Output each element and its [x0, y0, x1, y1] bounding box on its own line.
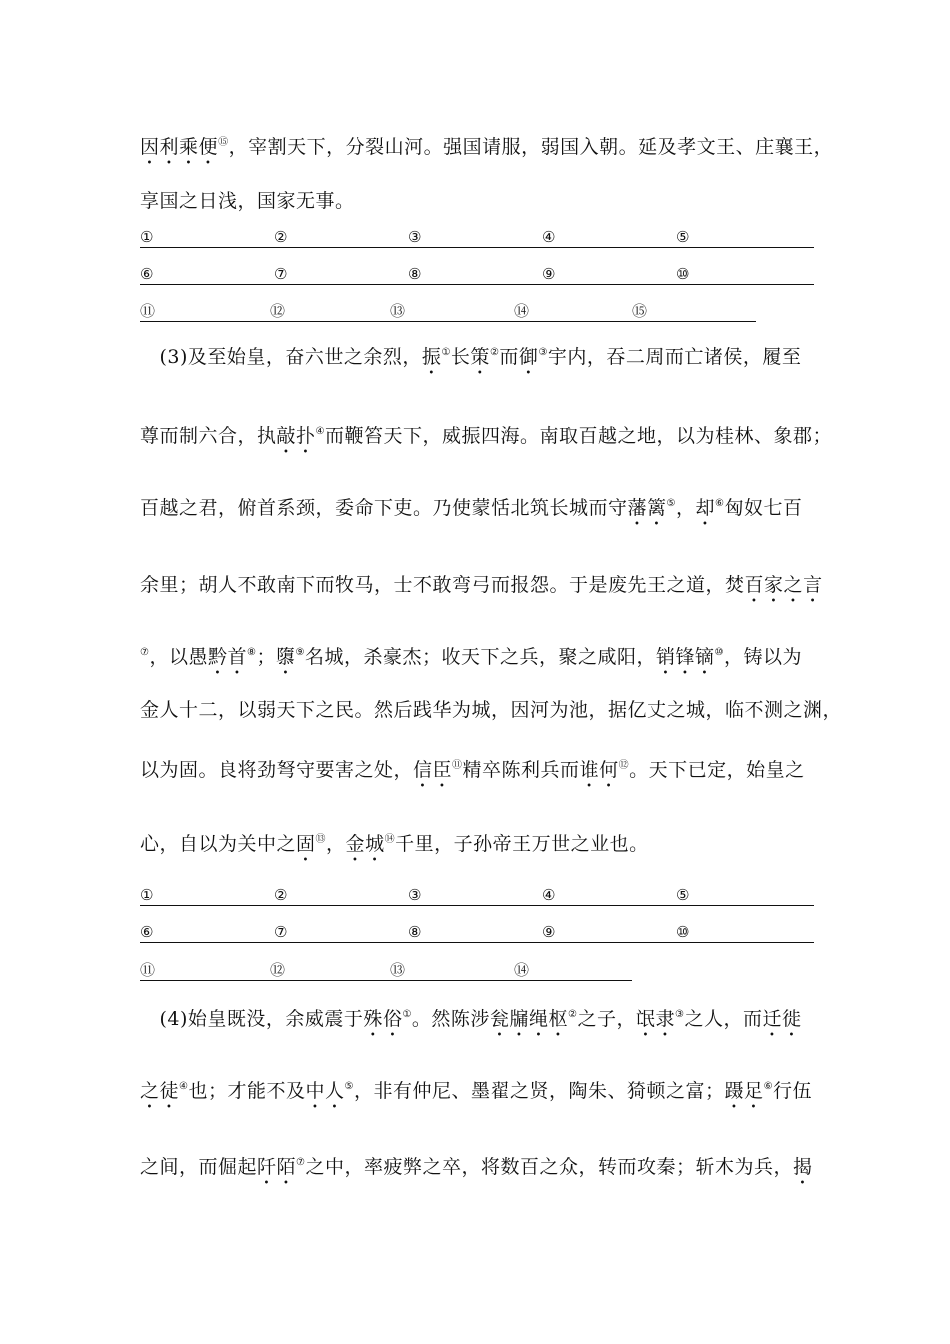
blank-number: ⑧	[408, 923, 422, 941]
annotated-word: 乘	[179, 136, 199, 158]
annotated-word: 振	[421, 346, 442, 368]
footnote-marker: ②	[489, 347, 500, 358]
annotated-word: 便	[198, 136, 219, 158]
blank-number: ⑩	[676, 265, 690, 283]
blank-number: ④	[542, 886, 556, 904]
annotated-word: 足	[744, 1080, 764, 1102]
annotated-word: 首	[227, 646, 248, 668]
blank-number: ⑦	[274, 265, 288, 283]
text-line	[140, 697, 843, 723]
blank-number: ③	[408, 228, 422, 246]
text-segment: 尊而制六合，执	[140, 425, 277, 447]
annotated-word: 扑	[296, 425, 316, 447]
blank-number: ⑮	[632, 302, 648, 320]
answer-blank[interactable]	[676, 921, 814, 943]
answer-blank[interactable]	[390, 959, 514, 981]
annotated-word: 藩	[627, 497, 648, 519]
blank-number: ②	[274, 886, 288, 904]
answer-blank[interactable]	[408, 921, 542, 943]
annotated-word: 陌	[276, 1156, 297, 1178]
blank-number: ⑤	[676, 886, 690, 904]
annotated-word: 枢	[548, 1008, 568, 1030]
annotated-word: 谁	[579, 759, 600, 781]
answer-blank[interactable]	[676, 263, 814, 285]
blank-number: ⑤	[676, 228, 690, 246]
blank-number: ⑦	[274, 923, 288, 941]
annotated-word: 金	[345, 833, 366, 855]
answer-blank[interactable]	[274, 226, 408, 248]
footnote-marker: ①	[441, 347, 451, 358]
answer-blank[interactable]	[140, 226, 274, 248]
annotated-word: 百	[744, 574, 765, 596]
text-segment: 而鞭笞天下，威振四海。南取百越之地，以为桂林、象郡；	[325, 425, 833, 447]
blank-number: ⑭	[514, 961, 530, 979]
footnote-marker: ④	[315, 426, 326, 437]
answer-blank[interactable]	[632, 300, 756, 322]
footnote-marker: ⑥	[763, 1081, 774, 1092]
answer-blank[interactable]	[542, 921, 676, 943]
text-line	[140, 1154, 812, 1189]
annotated-word: 之	[140, 1080, 160, 1102]
annotated-word: 黔	[207, 646, 228, 668]
annotated-word: 言	[803, 574, 823, 596]
text-line	[140, 134, 834, 169]
blank-number: ⑫	[270, 961, 286, 979]
footnote-marker: ⑮	[218, 137, 229, 148]
answer-blank[interactable]	[408, 226, 542, 248]
blank-number: ②	[274, 228, 288, 246]
text-segment: 之子，	[577, 1008, 636, 1030]
text-line	[140, 757, 812, 792]
annotated-word: 殊	[363, 1008, 383, 1030]
answer-blank[interactable]	[542, 226, 676, 248]
annotated-word: 何	[599, 759, 619, 781]
answer-blank[interactable]	[676, 226, 814, 248]
text-line	[140, 423, 833, 458]
blank-number: ⑨	[542, 923, 556, 941]
annotated-word: 锋	[675, 646, 696, 668]
answer-blank[interactable]	[408, 884, 542, 906]
blank-number: ⑪	[140, 302, 156, 320]
annotated-word: 人	[325, 1080, 345, 1102]
blank-number: ①	[140, 886, 154, 904]
annotated-word: 瓮	[489, 1008, 510, 1030]
text-segment: 精卒陈利兵而	[462, 759, 580, 781]
blank-number: ⑧	[408, 265, 422, 283]
footnote-marker: ⑥	[715, 498, 725, 509]
annotated-word: 城	[365, 833, 385, 855]
annotated-word: 臣	[432, 759, 453, 781]
footnote-marker: ⑭	[384, 834, 396, 845]
annotated-word: 氓	[635, 1008, 656, 1030]
footnote-marker: ①	[402, 1009, 412, 1020]
answer-blank[interactable]	[542, 884, 676, 906]
answer-blank[interactable]	[270, 300, 390, 322]
annotated-word: 镝	[695, 646, 715, 668]
answer-blank[interactable]	[514, 959, 632, 981]
answer-blank[interactable]	[140, 884, 274, 906]
text-segment: ；	[256, 646, 276, 668]
footnote-marker: ③	[538, 347, 548, 358]
footnote-marker: ⑫	[618, 760, 630, 771]
annotated-word: 固	[296, 833, 316, 855]
blank-number: ⑭	[514, 302, 530, 320]
answer-blank[interactable]	[140, 959, 270, 981]
annotated-word: 牖	[509, 1008, 529, 1030]
answer-blank[interactable]	[514, 300, 632, 322]
text-segment: ，	[676, 497, 696, 519]
annotated-word: 销	[656, 646, 676, 668]
text-segment: 百越之君，俯首系颈，委命下吏。乃使蒙恬北筑长城而守	[140, 497, 628, 519]
text-segment: 之人，而	[684, 1008, 763, 1030]
annotated-word: 隳	[276, 646, 296, 668]
footnote-marker: ⑤	[666, 498, 677, 509]
footnote-marker: ⑩	[714, 647, 725, 658]
text-segment: 千里，子孙帝王万世之业也。	[395, 833, 649, 855]
text-segment: 享国之日浅，国家无事。	[140, 190, 355, 212]
text-segment: 。然陈涉	[411, 1008, 490, 1030]
answer-blank[interactable]	[542, 263, 676, 285]
footnote-marker: ⑪	[452, 760, 463, 771]
answer-blank[interactable]	[140, 263, 274, 285]
text-segment: ，非有仲尼、墨翟之贤，陶朱、猗顿之富；	[354, 1080, 725, 1102]
answer-blank[interactable]	[140, 300, 270, 322]
answer-blank[interactable]	[274, 921, 408, 943]
annotated-word: 家	[764, 574, 784, 596]
annotated-word: 篱	[647, 497, 667, 519]
blank-number: ⑨	[542, 265, 556, 283]
text-segment: ，以愚	[149, 646, 208, 668]
annotated-word: 利	[159, 136, 180, 158]
blank-number: ⑥	[140, 265, 154, 283]
text-segment: 余里；胡人不敢南下而牧马，士不敢弯弓而报怨。于是废先王之道，焚	[140, 574, 745, 596]
text-segment: 而	[499, 346, 519, 368]
blank-number: ⑪	[140, 961, 156, 979]
text-segment: (3)及至始皇，奋六世之余烈，	[140, 346, 422, 368]
annotated-word: 迁	[762, 1008, 783, 1030]
answer-blank[interactable]	[274, 263, 408, 285]
text-segment: ，	[326, 833, 346, 855]
text-segment: 也；才能不及	[188, 1080, 306, 1102]
annotated-word: 绳	[528, 1008, 549, 1030]
blank-number: ⑬	[390, 961, 406, 979]
annotated-word: 之	[783, 574, 804, 596]
answer-blank[interactable]	[270, 959, 390, 981]
answer-blank[interactable]	[676, 884, 814, 906]
text-line	[140, 1006, 812, 1041]
blank-number: ①	[140, 228, 154, 246]
text-segment: 宇内，吞二周而亡诸侯，履至	[547, 346, 802, 368]
annotated-word: 阡	[257, 1156, 277, 1178]
text-segment: 以为固。良将劲弩守要害之处，	[140, 759, 414, 781]
annotated-word: 徙	[782, 1008, 802, 1030]
answer-blank[interactable]	[274, 884, 408, 906]
annotated-word: 揭	[793, 1156, 813, 1178]
blank-number: ⑬	[390, 302, 406, 320]
footnote-marker: ②	[568, 1009, 578, 1020]
annotated-word: 御	[518, 346, 539, 368]
text-line	[140, 344, 812, 379]
annotated-word: 隶	[655, 1008, 676, 1030]
text-segment: 。天下已定，始皇之	[629, 759, 805, 781]
blank-number: ⑥	[140, 923, 154, 941]
footnote-marker: ⑨	[295, 647, 305, 658]
footnote-marker: ⑬	[315, 834, 327, 845]
text-segment: 长	[450, 346, 471, 368]
footnote-marker: ③	[675, 1009, 685, 1020]
blank-number: ③	[408, 886, 422, 904]
text-segment: 之间，而倔起	[140, 1156, 258, 1178]
text-line	[140, 1078, 812, 1113]
annotated-word: 敲	[276, 425, 297, 447]
blank-number: ④	[542, 228, 556, 246]
annotated-word: 却	[695, 497, 716, 519]
blank-number: ⑫	[270, 302, 286, 320]
text-line	[140, 831, 812, 866]
answer-blank[interactable]	[140, 921, 274, 943]
text-segment: (4)始皇既没，余威震于	[140, 1008, 364, 1030]
text-line	[140, 495, 812, 530]
text-segment: ，宰割天下，分裂山河。强国请服，弱国入朝。延及孝文王、庄襄王，	[228, 136, 834, 158]
text-line	[140, 644, 812, 679]
text-segment: 之中，率疲弊之卒，将数百之众，转而攻秦；斩木为兵，	[305, 1156, 794, 1178]
footnote-marker: ⑧	[247, 647, 257, 658]
text-line	[140, 188, 812, 214]
text-segment: 匈奴七百	[724, 497, 803, 519]
annotated-word: 中	[305, 1080, 326, 1102]
blank-number: ⑩	[676, 923, 690, 941]
answer-blank[interactable]	[390, 300, 514, 322]
answer-blank[interactable]	[408, 263, 542, 285]
footnote-marker: ⑦	[296, 1157, 306, 1168]
annotated-word: 策	[470, 346, 490, 368]
annotated-word: 信	[413, 759, 433, 781]
footnote-marker: ⑦	[140, 647, 150, 658]
text-segment: 名城，杀豪杰；收天下之兵，聚之咸阳，	[304, 646, 656, 668]
text-segment: ，铸以为	[724, 646, 803, 668]
annotated-word: 俗	[382, 1008, 403, 1030]
text-line	[140, 572, 823, 607]
annotated-word: 因	[140, 136, 160, 158]
footnote-marker: ⑤	[344, 1081, 355, 1092]
text-segment: 行伍	[773, 1080, 813, 1102]
annotated-word: 蹑	[724, 1080, 745, 1102]
annotated-word: 徒	[159, 1080, 180, 1102]
text-segment: 金人十二，以弱天下之民。然后践华为城，因河为池，据亿丈之城，临不测之渊，	[140, 699, 843, 721]
footnote-marker: ④	[179, 1081, 189, 1092]
text-segment: 心，自以为关中之	[140, 833, 297, 855]
